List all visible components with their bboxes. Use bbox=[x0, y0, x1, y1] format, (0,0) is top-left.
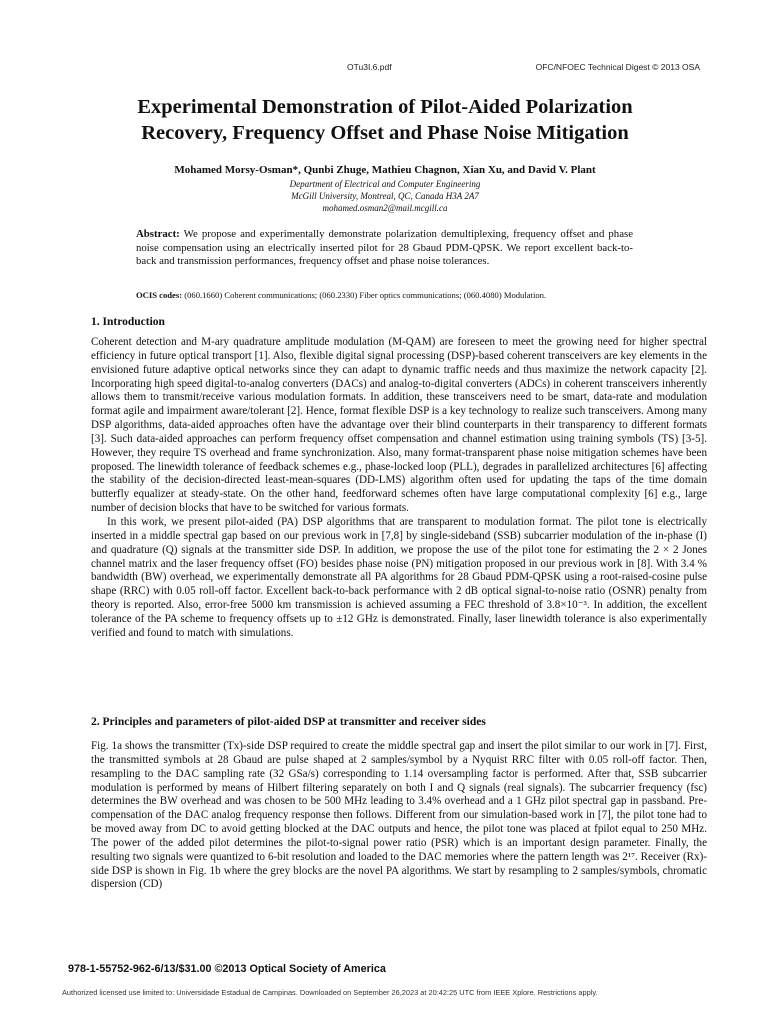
authors: Mohamed Morsy-Osman*, Qunbi Zhuge, Mathieu Chagnon, Xian Xu, and David V. Plant bbox=[174, 164, 596, 176]
section-2-paragraph-1: Fig. 1a shows the transmitter (Tx)-side DSP required to create the middle spectral gap and insert the pilot similar to our work in [7]. First, the transmitted symbols at 28 Gbaud are pulse shaped at 2 samples/symbol by a Nyquist RRC filter with 0.05 roll-off factor. Then, resampling to the DAC sampling rate (32 GSa/s) corresponding to 1.14 oversampling factor is performed. After that, SSB subcarrier modulation is performed by means of Hilbert filtering separately on both I and Q signals (real signals). The subcarrier frequency (fsc) determines the BW overhead and was chosen to be 500 MHz leading to 3.4% overhead and a 1 GHz pilot spectral gap in passband. Pre-compensation of the DAC analog frequency response then follows. Different from our simulation-based work in [7], the pilot tone had to be moved away from DC to avoid getting blocked at the DAC outputs and hence, the pilot tone was placed at fpilot equal to 250 MHz. The power of the added pilot determines the pilot-to-signal power ratio (PSR) which is an important design parameter. Finally, the resulting two signals were quantized to 6-bit resolution and loaded to the DAC memories where the pattern length was 2¹⁷. Receiver (Rx)-side DSP is shown in Fig. 1b where the grey blocks are the novel PA algorithms. We start by resampling to 2 samples/symbols, chromatic dispersion (CD) bbox=[91, 740, 707, 891]
section-1-paragraph-1: Coherent detection and M-ary quadrature amplitude modulation (M-QAM) are foreseen to meet the growing need for higher spectral efficiency in future optical transport [1]. Also, flexible digital signal processing (DSP)-based coherent transceivers are key elements in the envisioned future adaptive optical networks since they can adapt to dynamic traffic needs and thus maximize the network capacity [2]. Incorporating high speed digital-to-analog converters (DACs) and analog-to-digital converters (ADCs) in coherent transceivers inherently allows them to transmit/receive various modulation formats. In addition, these transceivers need to be smart, data-rate and modulation format agile and impairment aware/tolerant [2]. Hence, format flexible DSP is a key technology to realize such transceivers. Among many DSP algorithms, data-aided approaches often have the advantage over their blind counterparts in their transparency to different formats [3]. Such data-aided approaches can perform frequency offset compensation and channel estimation using training symbols (TS) [3-5]. However, they require TS overhead and frame synchronization. Also, many format-transparent phase noise mitigation schemes have been proposed. The linewidth tolerance of feedback schemes e.g., phase-locked loop (PLL), degrades in parallelized architectures [6] affecting the stability of the decision-directed least-mean-squares (DD-LMS) algorithm often used for updating the taps of the time domain butterfly equalizer at steady-state. On the other hand, feedforward schemes often have large computational complexity [6] e.g., large number of decision blocks that have to be switched for various formats. bbox=[91, 336, 707, 515]
abstract-label: Abstract: bbox=[136, 228, 180, 240]
paper-title bbox=[60, 94, 710, 146]
header-digest: OFC/NFOEC Technical Digest © 2013 OSA bbox=[535, 62, 700, 72]
header-filename: OTu3I.6.pdf bbox=[347, 62, 392, 72]
affiliation-univ: McGill University, Montreal, QC, Canada H3A 2A7 bbox=[291, 191, 479, 201]
section-1-heading: 1. Introduction bbox=[91, 316, 165, 328]
footer-license: Authorized licensed use limited to: Universidade Estadual de Campinas. Downloaded on September 26,2023 at 20:42:25 UTC from IEEE Xplore. Restrictions apply. bbox=[62, 988, 598, 997]
abstract bbox=[136, 228, 633, 269]
footer-isbn: 978-1-55752-962-6/13/$31.00 ©2013 Optical Society of America bbox=[68, 963, 386, 975]
title-line-2: Recovery, Frequency Offset and Phase Noise Mitigation bbox=[141, 122, 629, 144]
ocis-codes bbox=[136, 290, 636, 301]
affiliation-email: mohamed.osman2@mail.mcgill.ca bbox=[322, 203, 448, 213]
abstract-text: We propose and experimentally demonstrate polarization demultiplexing, frequency offset and phase noise compensation using an electrically inserted pilot for 28 Gbaud PDM-QPSK. We report excellent back-to-back and transmission performances, frequency offset and phase noise tolerances. bbox=[136, 228, 633, 268]
title-line-1: Experimental Demonstration of Pilot-Aided Polarization bbox=[137, 96, 633, 118]
ocis-label: OCIS codes: bbox=[136, 290, 183, 300]
section-1-body bbox=[91, 336, 707, 641]
affiliation-dept: Department of Electrical and Computer Engineering bbox=[289, 179, 481, 189]
section-1-paragraph-2: In this work, we present pilot-aided (PA) DSP algorithms that are transparent to modulation format. The pilot tone is electrically inserted in a middle spectral gap based on our previous work in [7,8] by single-sideband (SSB) subcarrier modulation of the in-phase (I) and quadrature (Q) signals at the transmitter side DSP. In addition, we propose the use of the pilot tone for estimating the 2 × 2 Jones channel matrix and the laser frequency offset (FO) besides phase noise (PN) mitigation proposed in our previous work in [8]. With 3.4 % bandwidth (BW) overhead, we experimentally demonstrate all PA algorithms for 28 Gbaud PDM-QPSK using a root-raised-cosine pulse shape (RRC) with 0.05 roll-off factor. Excellent back-to-back performance with 2 dB optical signal-to-noise ratio (OSNR) penalty from theory is reported. Also, error-free 5000 km transmission is achieved assuming a FEC threshold of 3.8×10⁻³. In addition, the excellent tolerance of the PA scheme to frequency offsets up to ±12 GHz is demonstrated. Finally, laser linewidth tolerance is also experimentally verified and found to match with simulations. bbox=[91, 515, 707, 639]
section-2-heading: 2. Principles and parameters of pilot-aided DSP at transmitter and receiver sides bbox=[91, 716, 486, 728]
section-2-body bbox=[91, 740, 707, 892]
ocis-text: (060.1660) Coherent communications; (060.2330) Fiber optics communications; (060.4080) Modulation. bbox=[184, 290, 547, 300]
